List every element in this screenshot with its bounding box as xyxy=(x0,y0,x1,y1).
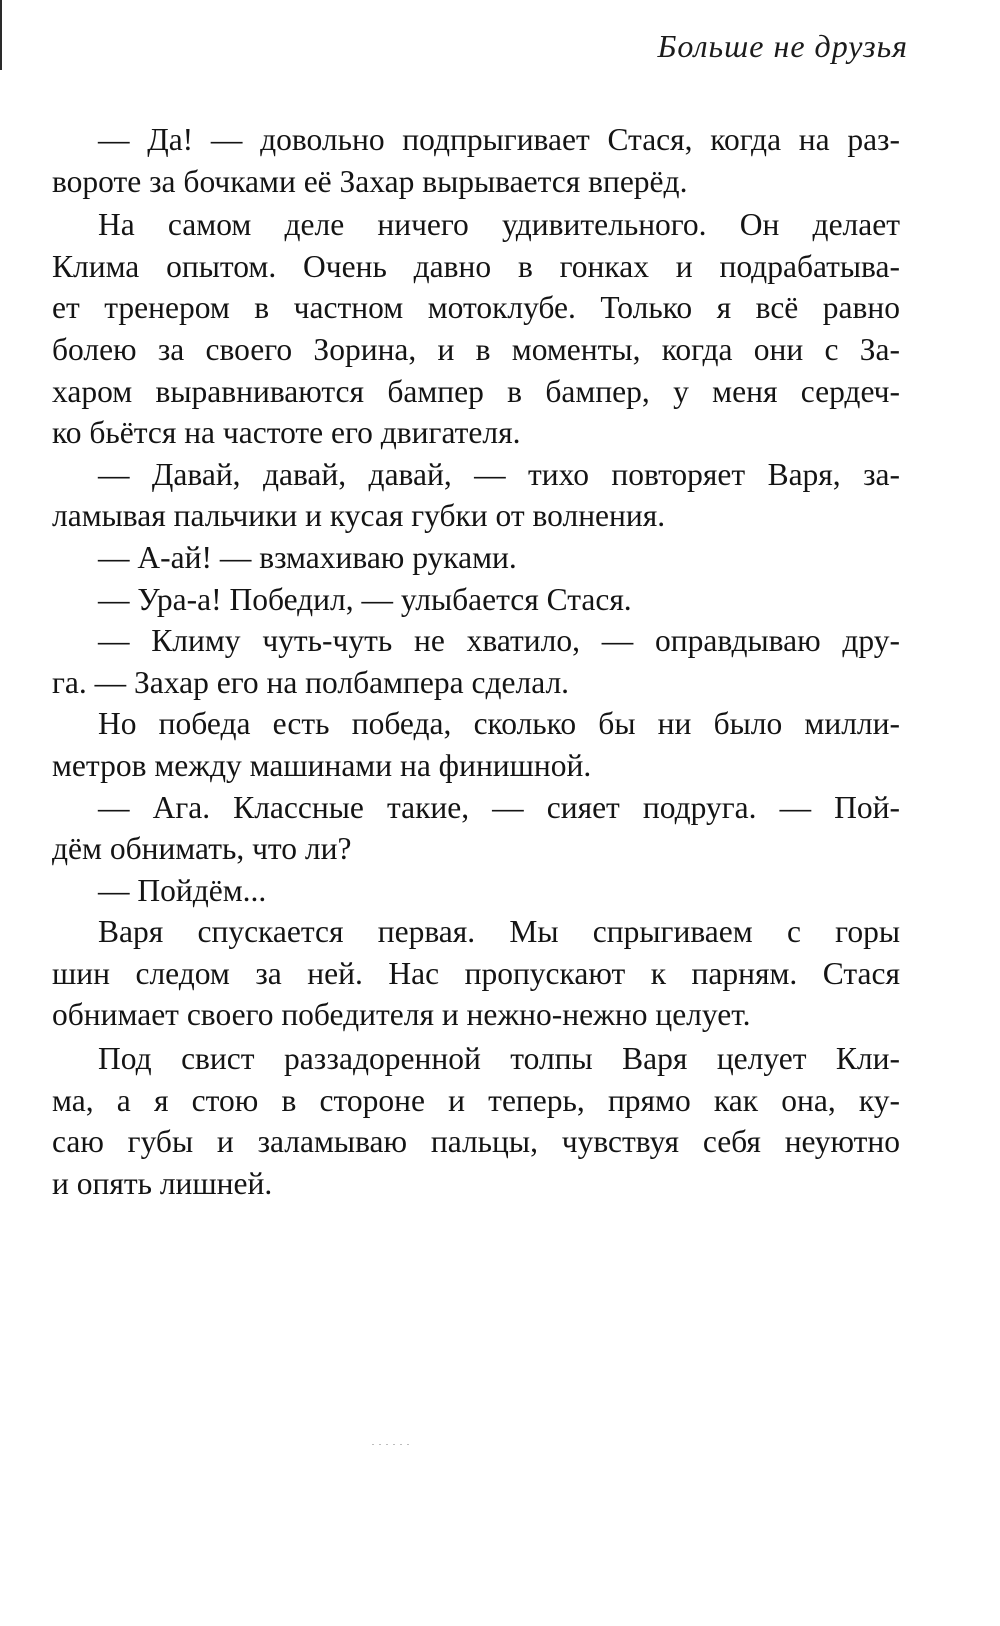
paragraph-11 xyxy=(52,1038,900,1204)
text-line: — Да! — довольно подпрыгивает Стася, когда на раз- xyxy=(98,122,900,157)
paragraph-4 xyxy=(52,537,900,579)
running-header: Больше не друзья xyxy=(657,28,908,64)
text-line: — Климу чуть-чуть не хватило, — оправдываю дру- xyxy=(98,623,900,659)
paragraph-1 xyxy=(52,119,900,202)
text-line: Но победа есть победа, сколько бы ни было милли- xyxy=(98,706,900,742)
paragraph-8 xyxy=(52,787,900,870)
text-line: харом выравниваются бампер в бампер, у меня сердеч- xyxy=(52,373,900,409)
text-line: ма, а я стою в стороне и теперь, прямо как она, ку- xyxy=(52,1082,900,1118)
text-line: — Ура-а! Победил, — улыбается Стася. xyxy=(98,581,632,617)
paragraph-10 xyxy=(52,911,900,1036)
text-line: ко бьётся на частоте его двигателя. xyxy=(52,415,521,451)
paragraph-5 xyxy=(52,579,900,621)
text-line: обнимает своего победителя и нежно-нежно целует. xyxy=(52,997,751,1033)
book-page-body xyxy=(52,119,900,1204)
text-line: дём обнимать, что ли? xyxy=(52,831,352,867)
text-line: га. — Захар его на полбампера сделал. xyxy=(52,664,570,700)
paragraph-6 xyxy=(52,620,900,703)
text-line: — Пойдём... xyxy=(98,872,267,908)
text-line: — Давай, давай, давай, — тихо повторяет Варя, за- xyxy=(98,456,900,492)
paragraph-7 xyxy=(52,703,900,786)
text-line: — Ага. Классные такие, — сияет подруга. — Пой- xyxy=(98,789,900,825)
scan-speck xyxy=(372,1444,412,1445)
paragraph-9 xyxy=(52,870,900,912)
text-line: Клима опытом. Очень давно в гонках и подрабатыва- xyxy=(52,248,900,284)
text-line: шин следом за ней. Нас пропускают к парням. Стася xyxy=(52,955,900,991)
text-line: На самом деле ничего удивительного. Он делает xyxy=(98,207,900,243)
text-line: ламывая пальчики и кусая губки от волнения. xyxy=(52,498,666,534)
paragraph-2 xyxy=(52,204,900,454)
text-line: Под свист раззадоренной толпы Варя целует Кли- xyxy=(98,1041,900,1077)
page-edge-shadow xyxy=(0,0,2,70)
text-line: — А-ай! — взмахиваю руками. xyxy=(98,539,517,575)
text-line: ет тренером в частном мотоклубе. Только я всё равно xyxy=(52,290,900,326)
paragraph-3 xyxy=(52,454,900,537)
text-line: Варя спускается первая. Мы спрыгиваем с горы xyxy=(98,914,900,950)
text-line: болею за своего Зорина, и в моменты, когда они с За- xyxy=(52,331,900,367)
text-line: и опять лишней. xyxy=(52,1165,273,1201)
text-line: саю губы и заламываю пальцы, чувствуя себя неуютно xyxy=(52,1124,900,1160)
text-line: метров между машинами на финишной. xyxy=(52,747,592,783)
text-line: вороте за бочками её Захар вырывается вперёд. xyxy=(52,163,688,199)
